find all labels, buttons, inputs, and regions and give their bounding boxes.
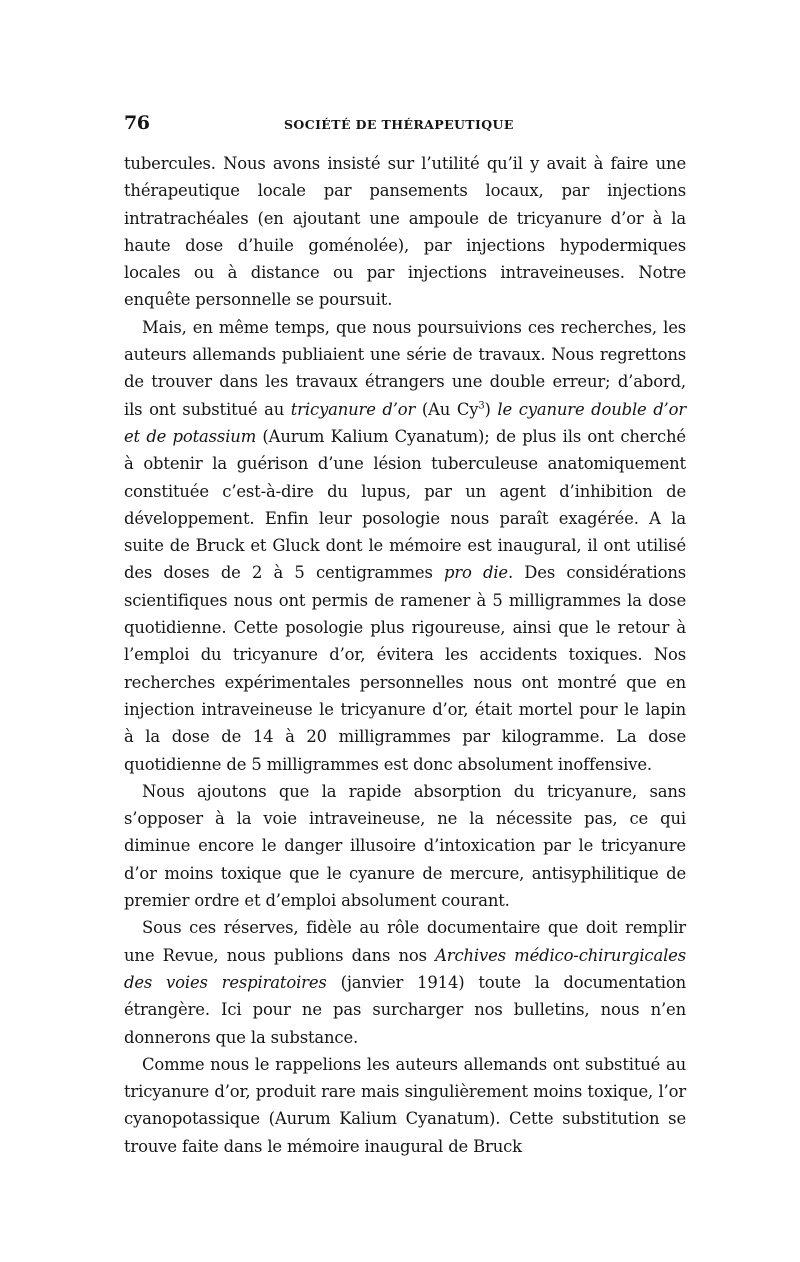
italic-phrase: tricyanure d’or: [290, 399, 416, 419]
paragraph-2-text: (Aurum Kalium Cyanatum); de plus ils ont cherché à obtenir la guérison d’une lésion tuberculeuse anatomiquement constituée c’est-à-dire du lupus, par un agent d’inhibition de développement. Enfin leur posologie nous paraît exagérée. A la suite de Bruck et Gluck dont le mémoire est inaugural, il ont utilisé des doses de 2 à 5 centigrammes: [124, 426, 686, 583]
paragraph-5: [124, 1051, 686, 1160]
paragraph-2: [124, 314, 686, 778]
paragraph-3-text: Nous ajoutons que la rapide absorption du tricyanure, sans s’opposer à la voie intraveineuse, ne la nécessite pas, ce qui diminue encore le danger illusoire d’intoxication par le tricyanure d’or moins toxique que le cyanure de mercure, antisyphilitique de premier ordre et d’emploi absolument courant.: [124, 781, 686, 911]
paragraph-1-text: tubercules. Nous avons insisté sur l’utilité qu’il y avait à faire une thérapeutique locale par pansements locaux, par injections intratrachéales (en ajoutant une ampoule de tricyanure d’or à la haute dose d’huile goménolée), par injections hypodermiques locales ou à distance ou par injections intraveineuses. Notre enquête personnelle se poursuit.: [124, 154, 686, 310]
page-number: 76: [124, 112, 150, 134]
paragraph-4-text: Sous ces réserves, fidèle au rôle documentaire que doit remplir une Revue, nous publions dans nos: [124, 918, 686, 965]
running-header-title: SOCIÉTÉ DE THÉRAPEUTIQUE: [284, 117, 514, 132]
superscript: 3: [478, 400, 485, 412]
paragraph-2-text: Mais, en même temps, que nous poursuivions ces recherches, les auteurs allemands publiaient une série de travaux. Nous regrettons de trouver dans les travaux étrangers une double erreur; d’abord, ils ont substitué au: [124, 317, 686, 419]
running-header: [124, 112, 686, 146]
italic-phrase: pro die: [443, 563, 508, 583]
document-page: [124, 112, 686, 1160]
paragraph-4: [124, 914, 686, 1050]
paragraph-2-text: (Au Cy: [415, 399, 479, 419]
paragraph-2-text: ): [484, 399, 498, 419]
paragraph-5-text: Comme nous le rappelions les auteurs allemands ont substitué au tricyanure d’or, produit rare mais singulièrement moins toxique, l’or cyanopotassique (Aurum Kalium Cyanatum). Cette substitution se trouve faite dans le mémoire inaugural de Bruck: [124, 1054, 686, 1156]
paragraph-2-text: . Des considérations scientifiques nous ont permis de ramener à 5 milligrammes la dose quotidienne. Cette posologie plus rigoureuse, ainsi que le retour à l’emploi du tricyanure d’or, évitera les accidents toxiques. Nos recherches expérimentales personnelles nous ont montré que en injection intraveineuse le tricyanure d’or, était mortel pour le lapin à la dose de 14 à 20 milligrammes par kilogramme. La dose quotidienne de 5 milligrammes est donc absolument inoffensive.: [124, 563, 686, 774]
italic-phrase: Archives médico-chirurgicales des voies respiratoires: [124, 945, 686, 992]
paragraph-3: [124, 778, 686, 914]
body-text: [124, 150, 686, 1160]
paragraph-4-text: (janvier 1914) toute la documentation étrangère. Ici pour ne pas surcharger nos bulletins, nous n’en donnerons que la substance.: [124, 972, 686, 1047]
italic-phrase: le cyanure double d’or et de potassium: [124, 399, 687, 446]
paragraph-1: [124, 150, 686, 314]
